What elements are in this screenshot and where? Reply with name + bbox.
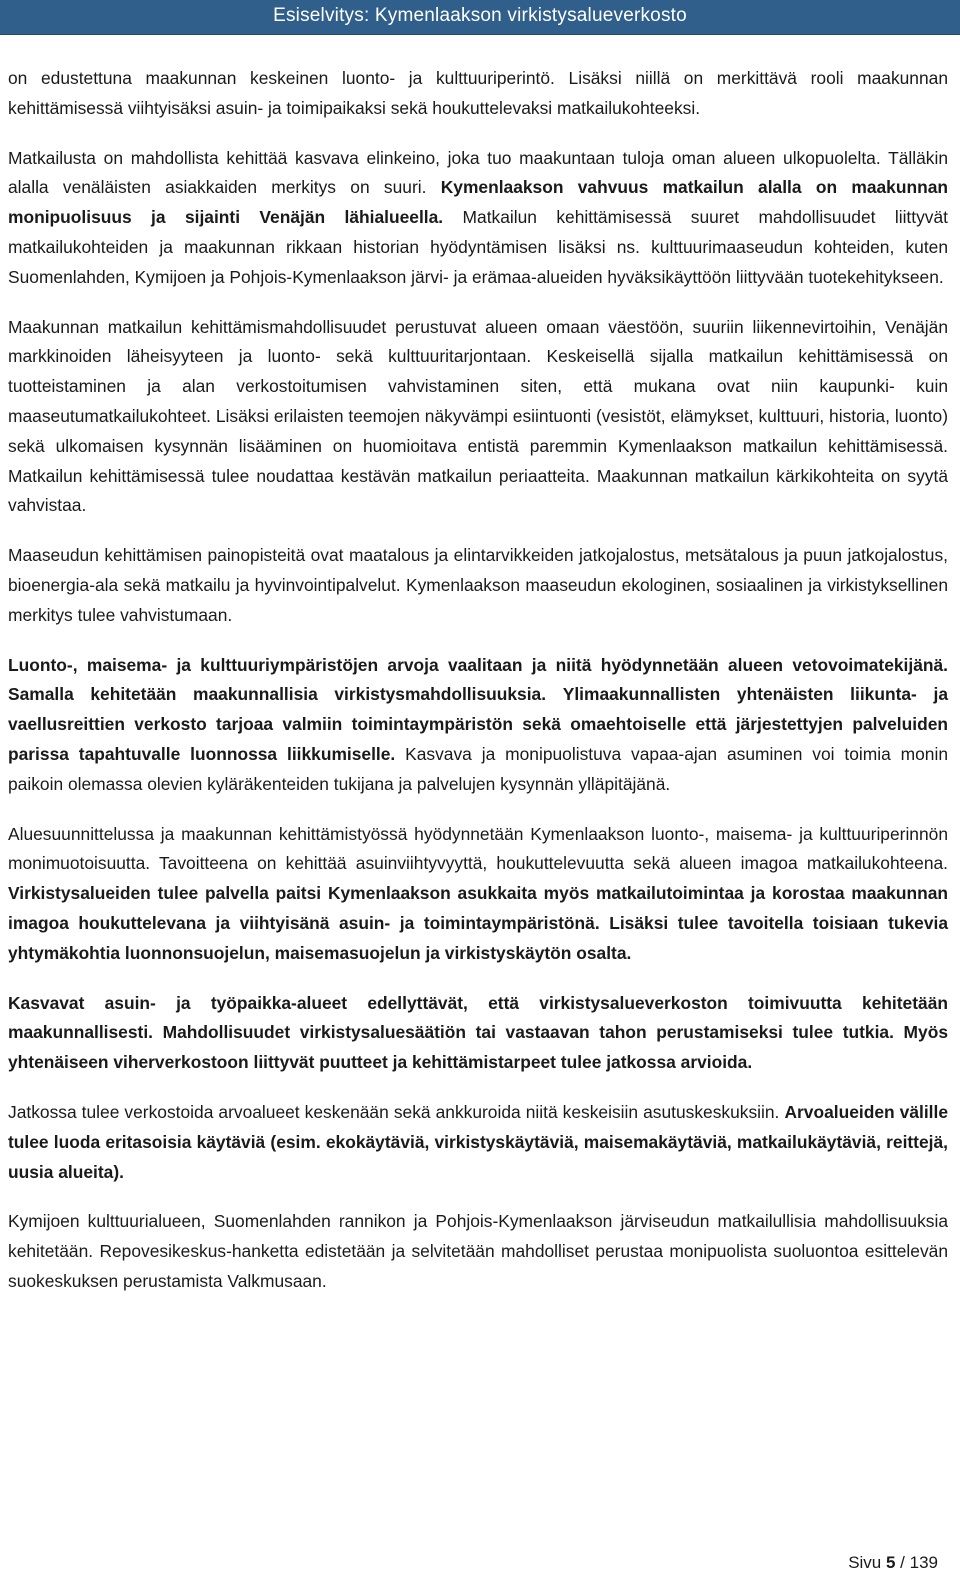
paragraph-2-bold-a: Kymenlaakson vahvuus matkailun alalla on maakunnan monipuolisuus ja sijainti Venäjän lähialueella. xyxy=(8,177,949,228)
paragraph-7 xyxy=(8,989,948,1078)
paragraph-5 xyxy=(8,651,948,800)
paragraph-2-text-b: Matkailun kehittämisessä suuret mahdollisuudet liittyvät matkailukohteiden ja maakunnan rikkaan historian hyödyntämisen lisäksi ns. kulttuurimaaseudun kohteiden, kuten Suomenlahden, Kymijoen ja Pohjois-Kymenlaakson järvi- ja erämaa-alueiden hyväksikäyttöön liittyvään tuotekehitykseen. xyxy=(8,207,948,287)
paragraph-6 xyxy=(8,820,948,969)
paragraph-9 xyxy=(8,1207,948,1296)
page-number-prefix: Sivu xyxy=(848,1553,886,1572)
paragraph-9-text: Kymijoen kulttuurialueen, Suomenlahden rannikon ja Pohjois-Kymenlaakson järviseudun matkailullisia mahdollisuuksia kehitetään. Repovesikeskus-hanketta edistetään ja selvitetään mahdolliset perustaa monipuolista suoluontoa esittelevän suokeskuksen perustamista Valkmusaan. xyxy=(8,1211,948,1291)
paragraph-8 xyxy=(8,1098,948,1187)
paragraph-5-space xyxy=(546,684,563,704)
paragraph-8-bold: Arvoalueiden välille tulee luoda eritasoisia käytäviä (esim. ekokäytäviä, virkistyskäytäviä, maisemakäytäviä, matkailukäytäviä, reittejä, uusia alueita). xyxy=(8,1101,949,1182)
paragraph-4-text: Maaseudun kehittämisen painopisteitä ovat maatalous ja elintarvikkeiden jatkojalostus, metsätalous ja puun jatkojalostus, bioenergia-ala sekä matkailu ja hyvinvointipalvelut. Kymenlaakson maaseudun ekologinen, sosiaalinen ja virkistyksellinen merkitys tulee vahvistumaan. xyxy=(8,545,948,625)
document-title: Esiselvitys: Kymenlaakson virkistysalueverkosto xyxy=(273,5,687,26)
paragraph-1 xyxy=(8,64,948,124)
paragraph-5-bold-a: Luonto-, maisema- ja kulttuuriympäristöjen arvoja vaalitaan ja niitä hyödynnetään alueen vetovoimatekijänä. Samalla kehitetään maakunnallisia virkistysmahdollisuuksia. xyxy=(8,654,948,705)
paragraph-3 xyxy=(8,313,948,522)
document-body xyxy=(8,64,948,1317)
page-footer xyxy=(848,1551,938,1575)
paragraph-5-text: Kasvava ja monipuolistuva vapaa-ajan asuminen voi toimia monin paikoin olemassa olevien kyläräkenteiden tukijana ja palvelujen kysynnän ylläpitäjänä. xyxy=(8,743,948,794)
page-number-separator: / xyxy=(895,1553,910,1572)
paragraph-5-bold-b: Ylimaakunnallisten yhtenäisten liikunta- ja vaellusreittien verkosto tarjoaa valmiin toimintaympäristön sekä omaehtoiselle että järjestettyjen palveluiden parissa tapahtuvalle luonnossa liikkumiselle. xyxy=(8,684,948,764)
paragraph-6-bold: Virkistysalueiden tulee palvella paitsi Kymenlaakson asukkaita myös matkailutoimintaa ja korostaa maakunnan imagoa houkuttelevana ja viihtyisänä asuin- ja toimintaympäristönä. Lisäksi tulee tavoitella toisiaan tukevia yhtymäkohtia luonnonsuojelun, maisemasuojelun ja virkistyskäytön osalta. xyxy=(8,883,948,963)
paragraph-8-text: Jatkossa tulee verkostoida arvoalueet keskenään sekä ankkuroida niitä keskeisiin asutuskeskuksiin. xyxy=(8,1101,785,1122)
total-page-count: 139 xyxy=(909,1553,938,1572)
paragraph-6-text: Aluesuunnittelussa ja maakunnan kehittämistyössä hyödynnetään Kymenlaakson luonto-, maisema- ja kulttuuriperinnön monimuotoisuutta. Tavoitteena on kehittää asuinviihtyvyyttä, houkuttelevuutta sekä alueen imagoa matkailukohteena. xyxy=(8,823,948,874)
page-header xyxy=(0,0,960,35)
paragraph-1-text: on edustettuna maakunnan keskeinen luonto- ja kulttuuriperintö. Lisäksi niillä on merkittävä rooli maakunnan kehittämisessä viihtyisäksi asuin- ja toimipaikaksi sekä houkuttelevaksi matkailukohteeksi. xyxy=(8,68,948,118)
paragraph-7-bold: Kasvavat asuin- ja työpaikka-alueet edellyttävät, että virkistysalueverkoston toimivuutta kehitetään maakunnallisesti. Mahdollisuudet virkistysaluesäätiön tai vastaavan tahon perustamiseksi tulee tutkia. Myös yhtenäiseen viherverkostoon liittyvät puutteet ja kehittämistarpeet tulee jatkossa arvioida. xyxy=(8,992,948,1073)
current-page-number: 5 xyxy=(885,1553,896,1572)
paragraph-3-text: Maakunnan matkailun kehittämismahdollisuudet perustuvat alueen omaan väestöön, suuriin liikennevirtoihin, Venäjän markkinoiden läheisyyteen ja luonto- sekä kulttuuritarjontaan. Keskeisellä sijalla matkailun kehittämisessä on tuotteistaminen ja alan verkostoitumisen vahvistaminen siten, että mukana ovat niin kaupunki- kuin maaseutumatkailukohteet. Lisäksi erilaisten teemojen näkyvämpi esiintuonti (vesistöt, elämykset, kulttuuri, historia, luonto) sekä ulkomaisen kysynnän lisääminen on huomioitava entistä paremmin Kymenlaakson matkailun kehittämisessä. Matkailun kehittämisessä tulee noudattaa kestävän matkailun periaatteita. Maakunnan matkailun kärkikohteita on syytä vahvistaa. xyxy=(8,316,948,516)
paragraph-2-text-a: Matkailusta on mahdollista kehittää kasvava elinkeino, joka tuo maakuntaan tuloja oman alueen ulkopuolelta. Tälläkin alalla venäläisten asiakkaiden merkitys on suuri. xyxy=(8,147,948,198)
paragraph-4 xyxy=(8,541,948,630)
paragraph-2 xyxy=(8,144,948,293)
